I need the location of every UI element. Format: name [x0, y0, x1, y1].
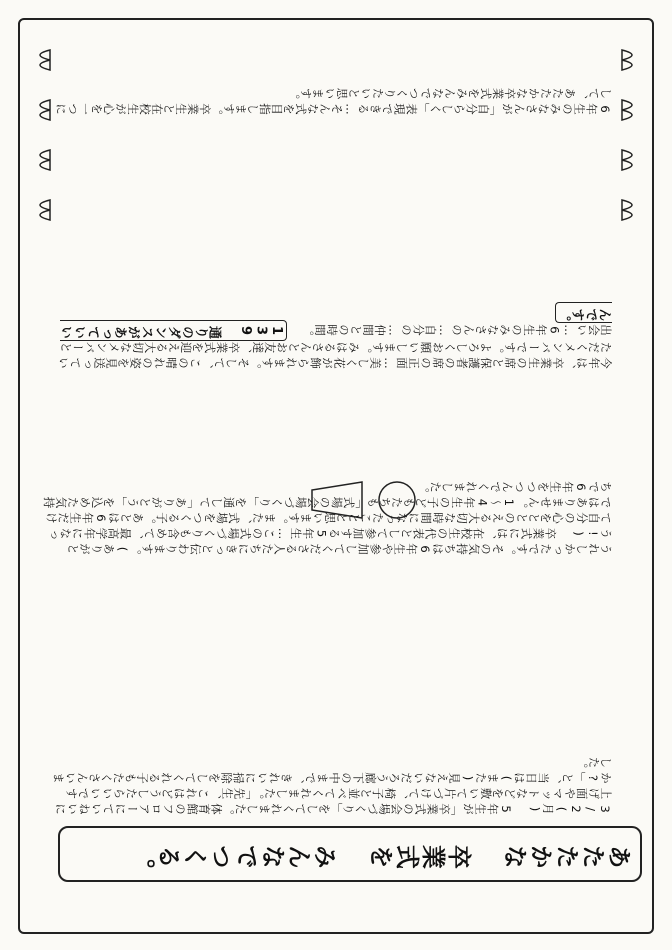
column-a-text: うれしかったです。その気持ちは6年生や参加してくださる人たちにきっと伝わります。(ありがとう!) 卒業式には、在校生の代表として参加する5年生…この式場づくりも含めて、最高学年になって自分の心をととのえる大切な時間になったことと思います。また、式場をつくる子。あとは6年生だけではありません。1〜4年生の子どもたちも「式場の会場づくり」を通して「ありがとう」を込めた気持ちで6年生をつつんでくれました。: [43, 479, 612, 556]
body-column-c: [52, 36, 612, 116]
tulip-border-bottom-icon: [20, 40, 60, 240]
intro-text: 3/2(月) 5年生が「卒業式の会場づくり」をしてくれました。体育館のフロアーにていねいに上げ面やマットなどを敷いて片づけて、椅子と並べてくれました。「先生、これはどうしたらいいですか?」と、当日は(また)見えないだろう廊下の中まで、きれいに掃除をしてくれる子もたくさんいました。: [52, 755, 612, 816]
body-column-b: [52, 120, 612, 370]
column-c-text: 6年生のみなさんが「自分らしく」表現できる…そんな式を目指します。卒業生と在校生が心を一つにして、あたたかな卒業式をみんなでつくりたいと思います。: [55, 86, 612, 116]
child-figure-icon: [302, 470, 422, 530]
emphasis-dance: 139 通りのダンスがあっていいんです。: [61, 302, 613, 341]
page-title: あたたかな 卒業式を みんなでつくる。: [130, 840, 632, 869]
column-b-text: 今年は、卒業生の席と保護者の席の正面…美しく花が飾られます。そして、この晴れの姿を見送っていただくメンバーです。よろしくお願いします。みはるさんとお友達、卒業式を迎える大切なメンバーと出会い…6年生のみなさんの…自分の…仲間との時間。: [57, 322, 612, 370]
tulip-border-top-icon: [612, 40, 652, 240]
body-intro: [52, 566, 612, 816]
